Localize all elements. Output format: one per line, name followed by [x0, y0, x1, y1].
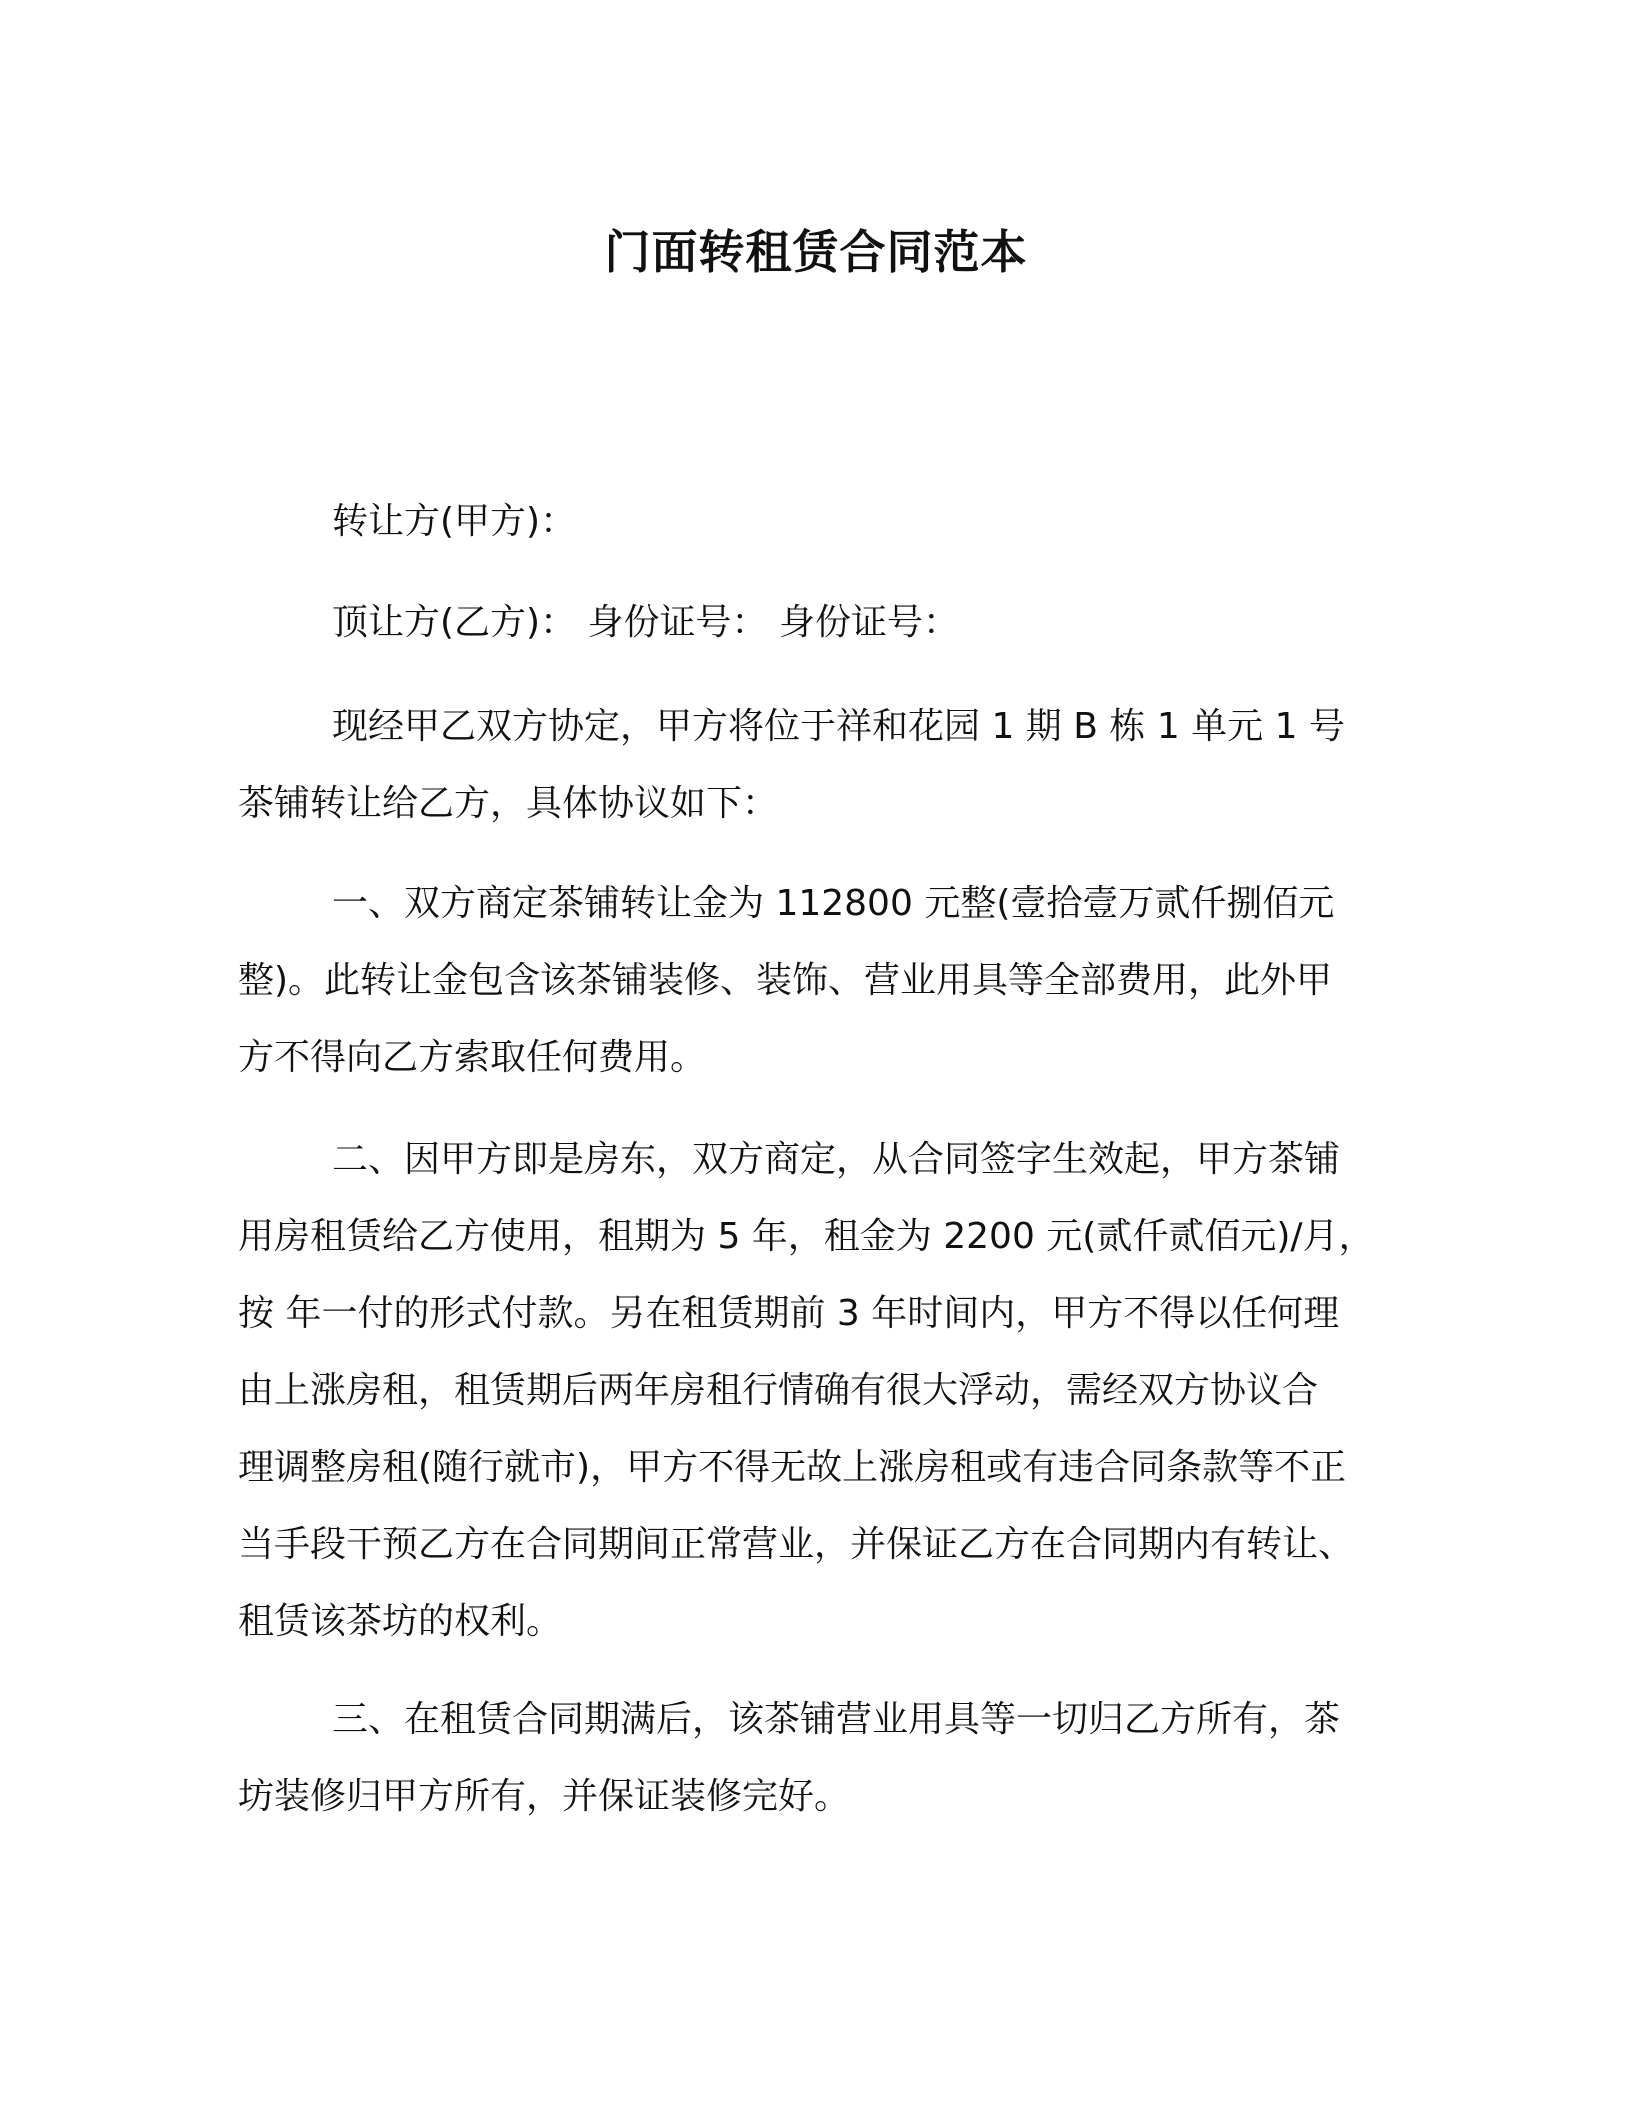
- paragraph-line: 坊装修归甲方所有，并保证装修完好。: [238, 1776, 851, 1817]
- transferee-line: [238, 584, 1378, 661]
- paragraph-line: 用房租赁给乙方使用，租期为 5 年，租金为 2200 元(贰仟贰佰元)/月，: [238, 1216, 1375, 1257]
- paragraph-line: 由上涨房租，租赁期后两年房租行情确有很大浮动，需经双方协议合: [238, 1370, 1319, 1411]
- paragraph-line: 租赁该茶坊的权利。: [238, 1601, 563, 1642]
- clause-2-paragraph: [238, 1121, 1378, 1660]
- document-title: 门面转租赁合同范本: [604, 225, 1028, 279]
- clause-1-paragraph: [238, 865, 1378, 1096]
- transferor-line: [238, 483, 1378, 560]
- clause-3-paragraph: [238, 1681, 1378, 1835]
- paragraph-line: 方不得向乙方索取任何费用。: [238, 1037, 707, 1078]
- transferor-label: 转让方(甲方)：: [332, 501, 577, 542]
- paragraph-line: 茶铺转让给乙方，具体协议如下：: [238, 783, 779, 824]
- paragraph-line: 按 年一付的形式付款。另在租赁期前 3 年时间内，甲方不得以任何理: [238, 1293, 1340, 1334]
- paragraph-line: 一、双方商定茶铺转让金为 112800 元整(壹拾壹万贰仟捌佰元: [332, 883, 1335, 924]
- paragraph-line: 当手段干预乙方在合同期间正常营业，并保证乙方在合同期内有转让、: [238, 1524, 1355, 1565]
- paragraph-line: 现经甲乙双方协定，甲方将位于祥和花园 1 期 B 栋 1 单元 1 号: [332, 706, 1345, 747]
- paragraph-line: 三、在租赁合同期满后，该茶铺营业用具等一切归乙方所有，茶: [332, 1699, 1341, 1740]
- paragraph-line: 整)。此转让金包含该茶铺装修、装饰、营业用具等全部费用，此外甲: [238, 960, 1333, 1001]
- paragraph-line: 理调整房租(随行就市)，甲方不得无故上涨房租或有违合同条款等不正: [238, 1447, 1347, 1488]
- intro-paragraph: [238, 688, 1378, 842]
- transferee-label: 顶让方(乙方)： 身份证号： 身份证号：: [332, 602, 959, 643]
- paragraph-line: 二、因甲方即是房东，双方商定，从合同签字生效起，甲方茶铺: [332, 1139, 1341, 1180]
